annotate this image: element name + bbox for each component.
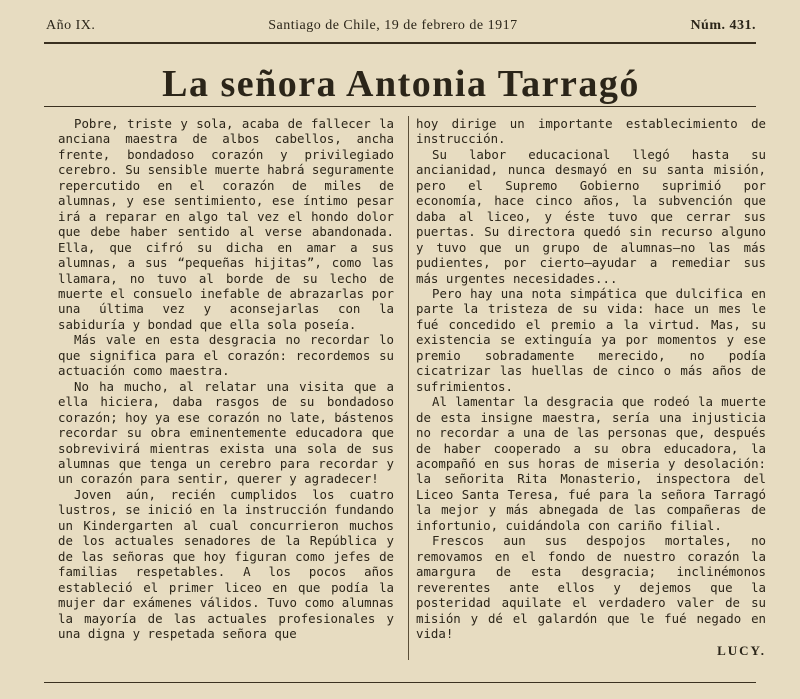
article-body xyxy=(58,116,766,659)
paragraph: No ha mucho, al relatar una visita que a ella hiciera, daba rasgos de su bondadoso corazón; hoy ya ese corazón no late, bástenos recordar su obra eminentemente educadora que sobrevivirá mientras exista una sola de sus alumnas que tenga un cerebro para recordar y un corazón para sentir, querer y agradecer! xyxy=(58,378,394,487)
dateline: Santiago de Chile, 19 de febrero de 1917 xyxy=(268,18,518,33)
masthead xyxy=(46,0,756,40)
paragraph: Al lamentar la desgracia que rodeó la muerte de esta insigne maestra, sería una injusticia no recordar a una de las personas que, después de haber cooperado a su obra educadora, la acompañó en sus horas de miseria y desolación: la señorita Rita Monasterio, inspectora del Liceo Santa Teresa, fué para la señora Tarragó la mejor y más abnegada de las compañeras de infortunio, cuidándola con cariño filial. xyxy=(416,394,766,533)
title-rule xyxy=(44,106,756,107)
paragraph: Pobre, triste y sola, acaba de fallecer la anciana maestra de albos cabellos, ancha frente, bondadoso corazón y privilegiado cerebro. Su sensible muerte habrá seguramente repercutido en el corazón de miles de alumnas, y ese sentimiento, ese íntimo pesar irá a reparar en algo tal vez el hondo dolor que debe haber sentido al verse abandonada. Ella, que cifró su dicha en amar a sus alumnas, a sus “pequeñas hijitas”, como las llamara, no tuvo al borde de su lecho de muerte el consuelo inefable de abrazarlas por una última vez y aconsejarlas con la sabiduría y bondad que ella sola poseía. xyxy=(58,116,394,332)
left-column xyxy=(58,116,394,659)
author-signature: LUCY. xyxy=(717,643,766,659)
bottom-rule xyxy=(44,682,756,683)
paragraph: Más vale en esta desgracia no recordar lo que significa para el corazón: recordemos su actuación como maestra. xyxy=(58,332,394,379)
paragraph: Joven aún, recién cumplidos los cuatro lustros, se inició en la instrucción fundando un Kindergarten al cual concurrieron muchos de los actuales senadores de la República y de las señoras que hoy figuran como jefes de familias respetables. A los pocos años estableció el primer liceo en que podía la mujer dar exámenes válidos. Tuvo como alumnas la mayoría de las actuales profesionales y una digna y respetada señora que xyxy=(58,486,394,641)
paragraph: Frescos aun sus despojos mortales, no removamos en el fondo de nuestro corazón la amargura de esta desgracia; inclinémonos reverentes ante ellos y dejemos que la posteridad aquilate el verdadero valer de su misión y dé el galardón que le fué negado en vida! xyxy=(416,533,766,641)
right-column xyxy=(416,116,766,659)
article-title: La señora Antonia Tarragó xyxy=(162,63,640,105)
paragraph-continuation: hoy dirige un importante establecimiento de instrucción. xyxy=(416,116,766,147)
volume-label: Año IX. xyxy=(46,18,96,33)
paragraph: Su labor educacional llegó hasta su ancianidad, nunca desmayó en su santa misión, pero el Supremo Gobierno suprimió por economía, hace cinco años, la subvención que daba al liceo, y éste tuvo que cerrar sus puertas. Su directora quedó sin recurso alguno y tuvo que un grupo de alumnas—no las más pudientes, por cierto—ayudar a remediar sus más urgentes necesidades... xyxy=(416,146,766,286)
paragraph: Pero hay una nota simpática que dulcifica en parte la tristeza de su vida: hace un mes le fué concedido el premio a la virtud. Mas, su existencia se extinguía ya por momentos y ese premio sobradamente merecido, no podía cicatrizar las huellas de cinco o más años de sufrimientos. xyxy=(416,285,766,394)
column-divider xyxy=(408,116,409,660)
issue-number: Núm. 431. xyxy=(690,18,756,33)
masthead-rule xyxy=(44,42,756,44)
